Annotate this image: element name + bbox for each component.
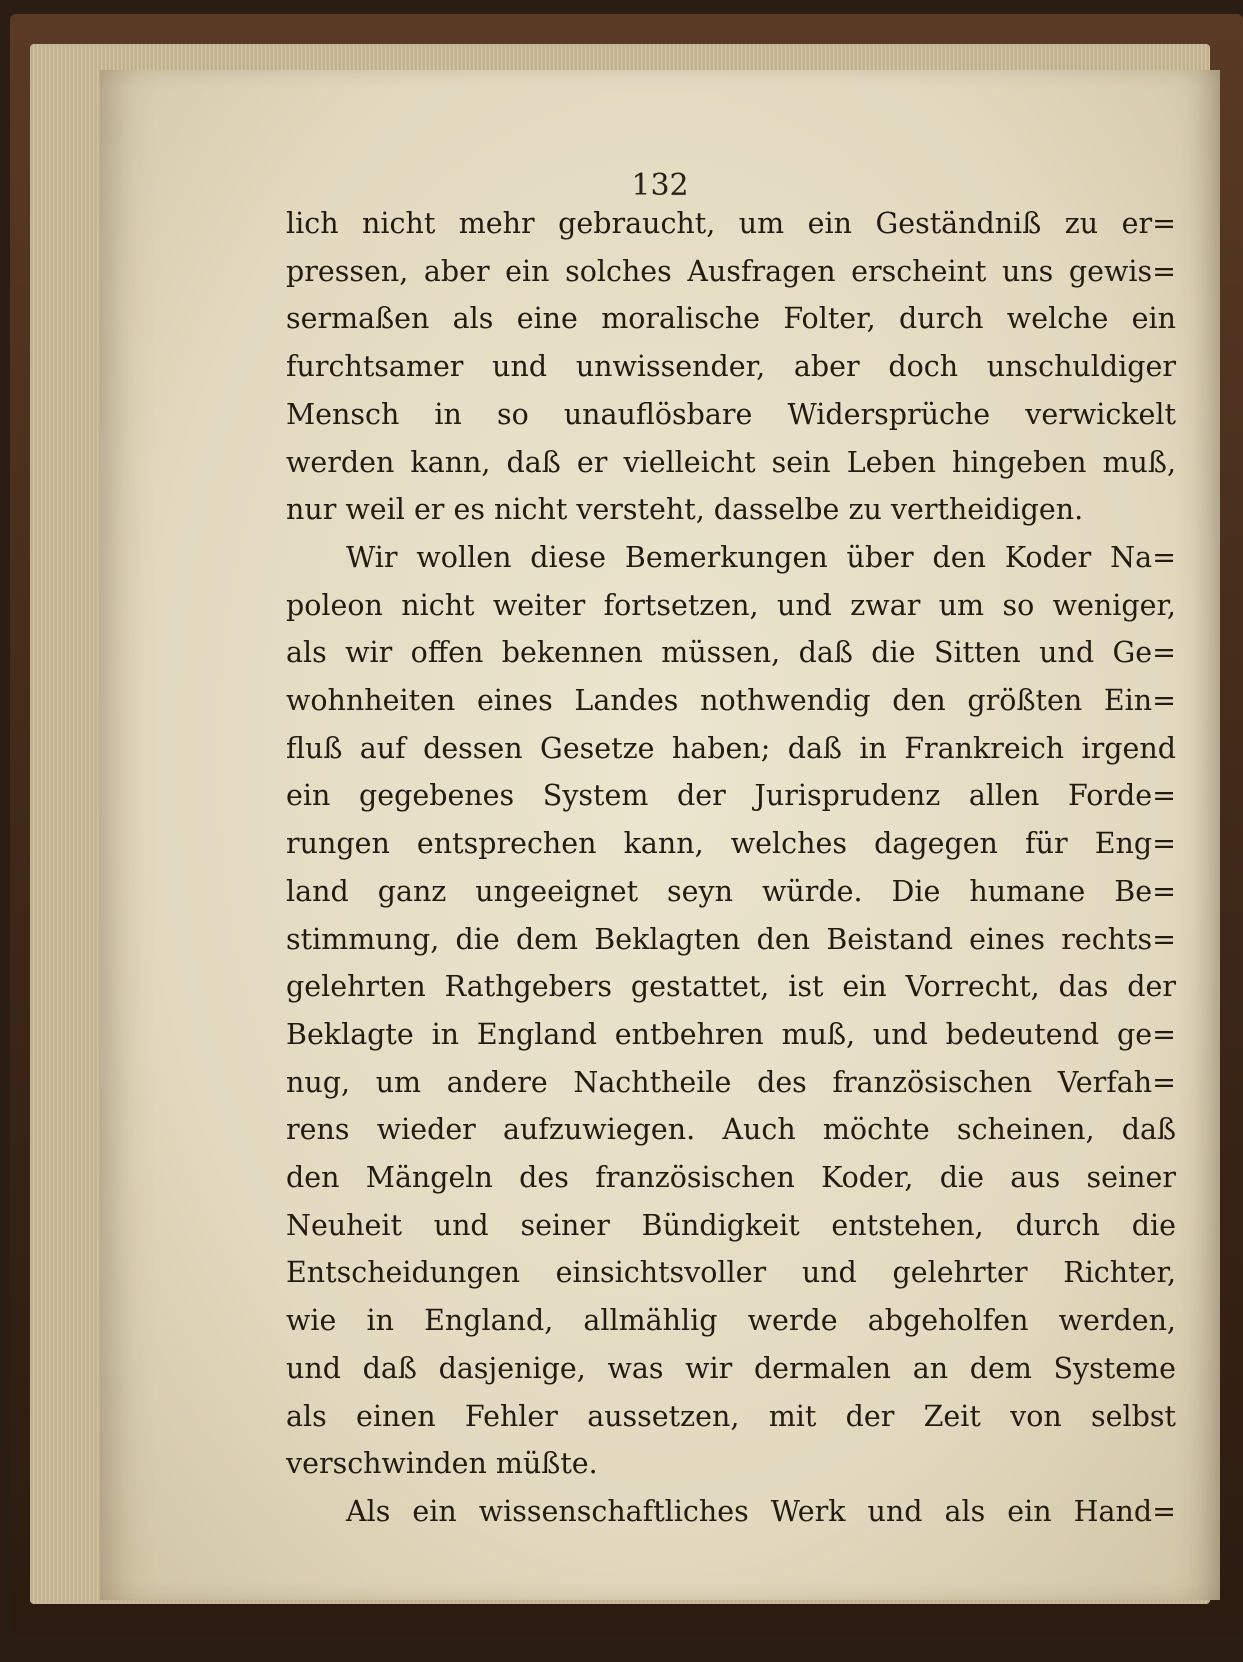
text-line: als wir offen bekennen müssen, daß die Sitten und Ge= <box>286 636 1176 670</box>
page-number: 132 <box>631 168 689 203</box>
text-line: Entscheidungen einsichtsvoller und gelehrter Richter, <box>286 1256 1176 1290</box>
text-line: nur weil er es nicht versteht, dasselbe zu vertheidigen. <box>286 493 1084 527</box>
text-line: Wir wollen diese Bemerkungen über den Koder Na= <box>346 540 1176 574</box>
text-line: Neuheit und seiner Bündigkeit entstehen, durch die <box>286 1208 1176 1242</box>
text-line: und daß dasjenige, was wir dermalen an dem Systeme <box>286 1351 1176 1385</box>
text-line: Beklagte in England entbehren muß, und bedeutend ge= <box>286 1017 1176 1051</box>
text-line: Mensch in so unauflösbare Widersprüche verwickelt <box>286 397 1176 431</box>
text-line: poleon nicht weiter fortsetzen, und zwar um so weniger, <box>286 588 1176 622</box>
body-text <box>286 200 1176 1536</box>
text-line: pressen, aber ein solches Ausfragen erscheint uns gewis= <box>286 254 1176 288</box>
text-line: werden kann, daß er vielleicht sein Leben hingeben muß, <box>286 445 1176 479</box>
book-page <box>100 70 1220 1600</box>
text-line: Als ein wissenschaftliches Werk und als ein Hand= <box>346 1494 1176 1528</box>
text-line: fluß auf dessen Gesetze haben; daß in Frankreich irgend <box>286 731 1176 765</box>
text-line: nug, um andere Nachtheile des französischen Verfah= <box>286 1065 1176 1099</box>
text-line: land ganz ungeeignet seyn würde. Die humane Be= <box>286 874 1176 908</box>
text-line: stimmung, die dem Beklagten den Beistand eines rechts= <box>286 922 1176 956</box>
text-line: rungen entsprechen kann, welches dagegen für Eng= <box>286 827 1176 861</box>
text-line: wohnheiten eines Landes nothwendig den größten Ein= <box>286 684 1176 718</box>
text-line: rens wieder aufzuwiegen. Auch möchte scheinen, daß <box>286 1113 1176 1147</box>
text-line: den Mängeln des französischen Koder, die aus seiner <box>286 1161 1176 1195</box>
text-line: lich nicht mehr gebraucht, um ein Geständniß zu er= <box>286 207 1176 240</box>
text-line: verschwinden müßte. <box>286 1447 598 1481</box>
text-line: ein gegebenes System der Jurisprudenz allen Forde= <box>286 779 1176 813</box>
text-line: gelehrten Rathgebers gestattet, ist ein Vorrecht, das der <box>286 970 1176 1004</box>
text-line: wie in England, allmählig werde abgeholfen werden, <box>286 1304 1176 1338</box>
text-line: furchtsamer und unwissender, aber doch unschuldiger <box>286 350 1176 384</box>
text-line: als einen Fehler aussetzen, mit der Zeit von selbst <box>286 1399 1176 1433</box>
text-line: sermaßen als eine moralische Folter, durch welche ein <box>286 302 1176 336</box>
